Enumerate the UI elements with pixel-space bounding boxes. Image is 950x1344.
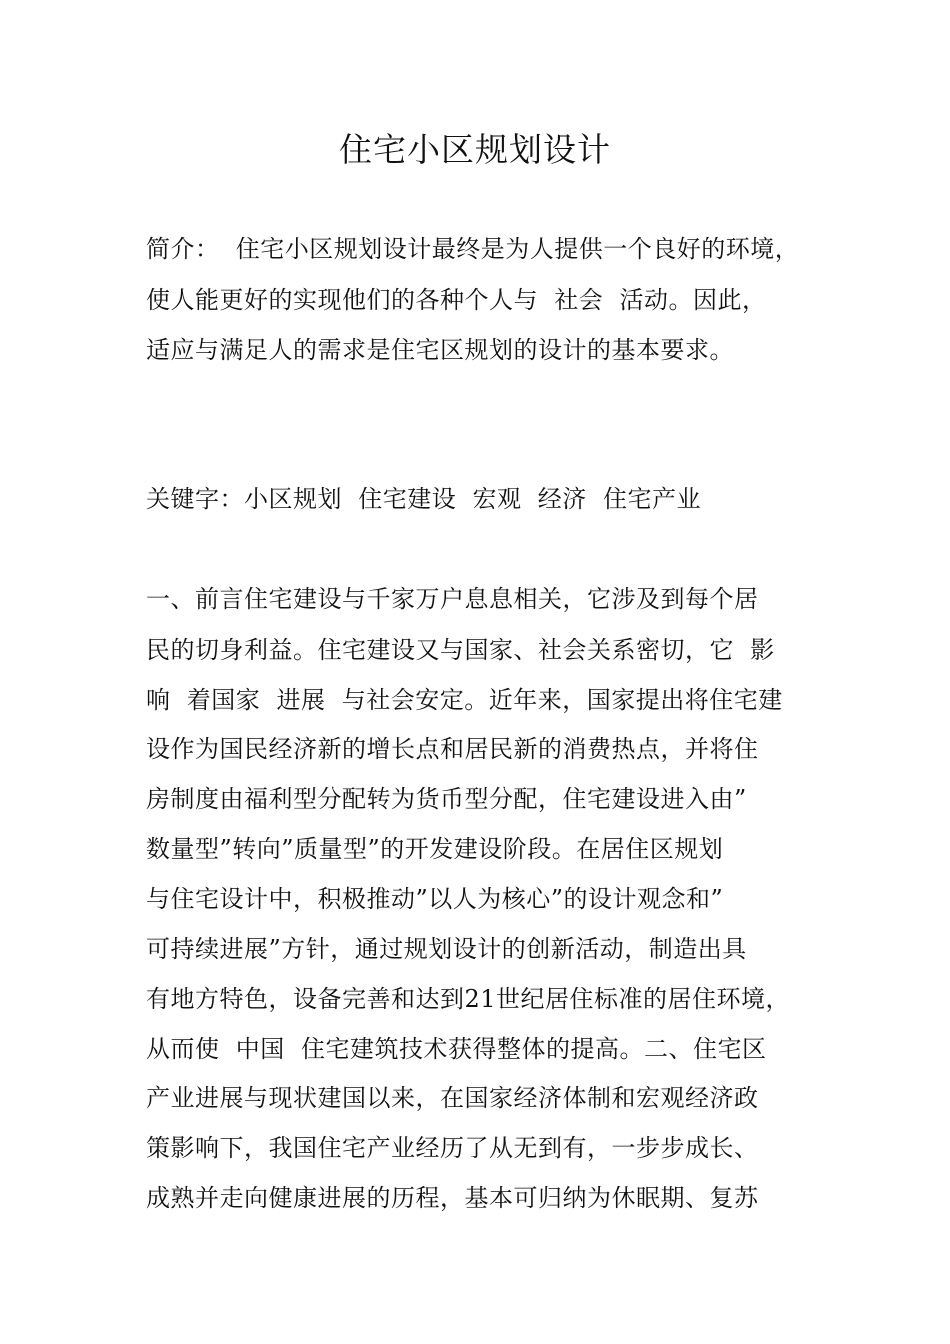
body-line: 一、前言住宅建设与千家万户息息相关，它涉及到每个居 [146,585,759,613]
intro-line: 使人能更好的实现他们的各种个人与 社会 活动。因此， [146,286,767,314]
body-line: 可持续进展”方针，通过规划设计的创新活动，制造出具 [146,935,747,963]
intro-line: 适应与满足人的需求是住宅区规划的设计的基本要求。 [146,336,734,364]
document-title: 住宅小区规划设计 [339,130,611,169]
body-line: 与住宅设计中，积极推动”以人为核心”的设计观念和” [146,885,724,913]
intro-line: 简介： 住宅小区规划设计最终是为人提供一个良好的环境， [146,235,800,263]
body-line: 策影响下，我国住宅产业经历了从无到有，一步步成长、 [146,1134,759,1162]
body-line: 成熟并走向健康进展的历程，基本可归纳为休眠期、复苏 [146,1184,759,1212]
keywords-line: 关键字：小区规划 住宅建设 宏观 经济 住宅产业 [146,485,702,513]
body-line: 设作为国民经济新的增长点和居民新的消费热点，并将住 [146,735,759,763]
body-line: 有地方特色，设备完善和达到21世纪居住标准的居住环境， [146,985,791,1013]
body-line: 民的切身利益。住宅建设又与国家、社会关系密切，它 影 [146,636,775,664]
body-line: 响 着国家 进展 与社会安定。近年来，国家提出将住宅建 [146,686,783,714]
body-line: 数量型”转向”质量型”的开发建设阶段。在居住区规划 [146,835,724,863]
body-line: 房制度由福利型分配转为货币型分配，住宅建设进入由” [146,785,747,813]
body-line: 从而使 中国 住宅建筑技术获得整体的提高。二、住宅区 [146,1035,767,1063]
body-line: 产业进展与现状建国以来，在国家经济体制和宏观经济政 [146,1084,759,1112]
